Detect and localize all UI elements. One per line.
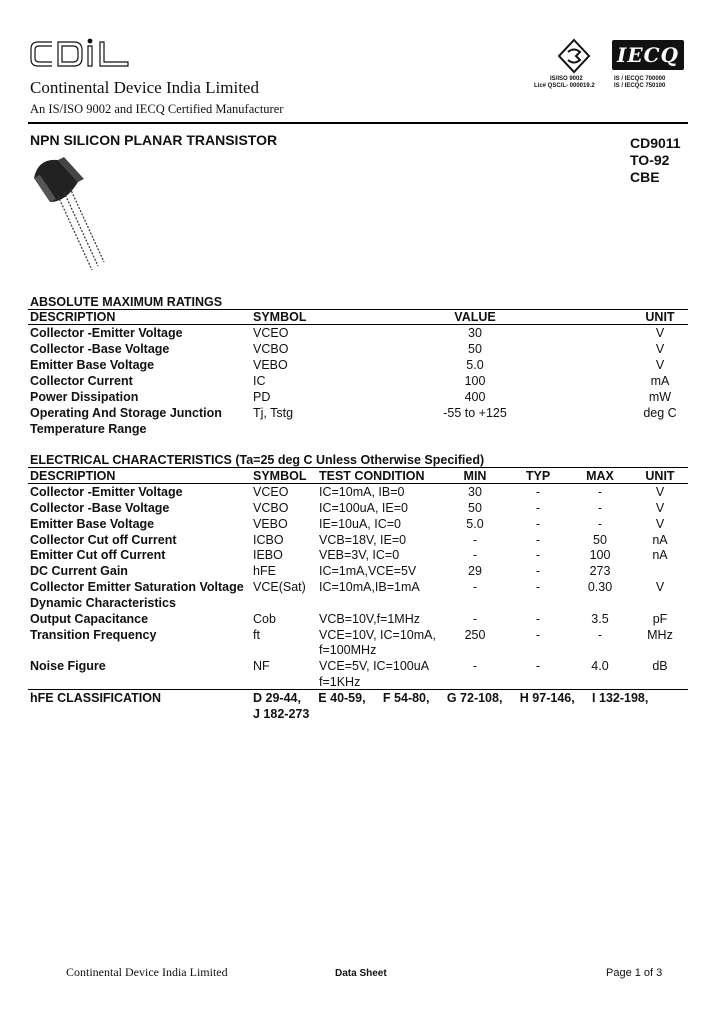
elec-col-typ: TYP — [525, 469, 551, 483]
row-description: Collector -Base Voltage — [30, 342, 170, 356]
row-description: Collector Emitter Saturation Voltage — [30, 580, 244, 594]
row-unit: nA — [652, 533, 668, 547]
row-description: Collector Cut off Current — [30, 533, 177, 547]
row-test-condition: VCB=10V,f=1MHz — [319, 612, 420, 626]
row-description: Emitter Base Voltage — [30, 358, 155, 372]
row-unit: V — [655, 485, 665, 499]
row-description: Power Dissipation — [30, 390, 139, 404]
part-number: CD9011 — [630, 135, 681, 151]
row-typ: - — [535, 659, 541, 673]
row-symbol: IEBO — [253, 548, 283, 562]
row-description: Collector -Base Voltage — [30, 501, 170, 515]
elec-col-min: MIN — [463, 469, 487, 483]
row-max: - — [597, 628, 603, 642]
row-typ: - — [535, 548, 541, 562]
row-min: - — [472, 612, 478, 626]
row-max: - — [597, 501, 603, 515]
row-value: 400 — [464, 390, 486, 404]
row-description: DC Current Gain — [30, 564, 128, 578]
row-test-condition: VCB=18V, IE=0 — [319, 533, 407, 547]
row-max: - — [597, 485, 603, 499]
row-min: - — [472, 659, 478, 673]
row-symbol: VCEO — [253, 485, 289, 499]
row-max: 100 — [589, 548, 611, 562]
row-unit: dB — [652, 659, 668, 673]
row-description-continued: Temperature Range — [30, 422, 147, 436]
iso-certification-icon — [556, 38, 592, 74]
row-description: Collector -Emitter Voltage — [30, 326, 183, 340]
row-symbol: ft — [253, 628, 260, 642]
row-max: - — [597, 517, 603, 531]
row-unit: V — [655, 358, 665, 372]
row-test-condition: IC=10mA,IB=1mA — [319, 580, 420, 594]
row-value: 5.0 — [466, 358, 484, 372]
row-test-condition-continued: f=1KHz — [319, 675, 361, 689]
row-max: 273 — [589, 564, 611, 578]
row-min: 5.0 — [466, 517, 484, 531]
row-value: -55 to +125 — [443, 406, 507, 420]
row-symbol: VCE(Sat) — [253, 580, 306, 594]
dynamic-characteristics-heading: Dynamic Characteristics — [30, 596, 176, 610]
to92-package-illustration — [26, 152, 126, 282]
row-symbol: VCEO — [253, 326, 289, 340]
row-typ: - — [535, 485, 541, 499]
elec-col-max: MAX — [586, 469, 614, 483]
footer-company: Continental Device India Limited — [66, 965, 228, 979]
row-unit: V — [655, 517, 665, 531]
row-typ: - — [535, 580, 541, 594]
row-symbol: PD — [253, 390, 271, 404]
row-symbol: ICBO — [253, 533, 284, 547]
row-unit: pF — [652, 612, 668, 626]
row-max: 3.5 — [591, 612, 609, 626]
row-min: - — [472, 533, 478, 547]
row-unit: V — [655, 326, 665, 340]
row-typ: - — [535, 533, 541, 547]
row-max: 0.30 — [587, 580, 613, 594]
row-test-condition: VCE=5V, IC=100uA — [319, 659, 430, 673]
row-symbol: IC — [253, 374, 266, 388]
iecq-logo: IECQ — [612, 40, 684, 70]
row-symbol: hFE — [253, 564, 276, 578]
row-test-condition: IC=100uA, IE=0 — [319, 501, 408, 515]
company-name: Continental Device India Limited — [30, 78, 259, 97]
package-type: TO-92 — [630, 152, 670, 168]
row-unit: nA — [652, 548, 668, 562]
elec-col-unit: UNIT — [645, 469, 675, 483]
row-test-condition: IC=10mA, IB=0 — [319, 485, 405, 499]
elec-title: ELECTRICAL CHARACTERISTICS (Ta=25 deg C Unless Otherwise Specified) — [30, 453, 485, 467]
row-typ: - — [535, 564, 541, 578]
iecq-cert-line-1: IS / IECQC 700000 — [614, 76, 666, 82]
row-description: Emitter Base Voltage — [30, 517, 155, 531]
row-max: 4.0 — [591, 659, 609, 673]
row-min: 29 — [468, 564, 482, 578]
row-min: - — [472, 580, 478, 594]
cdil-logo — [28, 36, 136, 72]
row-typ: - — [535, 628, 541, 642]
row-symbol: VEBO — [253, 358, 288, 372]
hfe-title: hFE CLASSIFICATION — [30, 691, 162, 705]
row-typ: - — [535, 517, 541, 531]
iecq-cert-line-2: IS / IECQC 750100 — [614, 83, 666, 89]
row-description: Collector -Emitter Voltage — [30, 485, 183, 499]
abs-max-top-rule — [28, 309, 688, 310]
row-unit: V — [655, 342, 665, 356]
row-min: 50 — [468, 501, 482, 515]
row-value: 50 — [468, 342, 482, 356]
header-divider — [28, 122, 688, 124]
row-min: - — [472, 548, 478, 562]
row-value: 30 — [468, 326, 482, 340]
pinout: CBE — [630, 169, 660, 185]
row-symbol: VEBO — [253, 517, 288, 531]
row-test-condition: IC=1mA,VCE=5V — [319, 564, 417, 578]
hfe-ranges-line-1: D 29-44, E 40-59, F 54-80, G 72-108, H 97-146, I 132-198, — [253, 691, 649, 705]
row-unit: V — [655, 501, 665, 515]
row-unit: mW — [648, 390, 672, 404]
row-symbol: Cob — [253, 612, 276, 626]
row-unit: V — [655, 580, 665, 594]
row-unit: mA — [650, 374, 670, 388]
row-description: Collector Current — [30, 374, 133, 388]
row-min: 30 — [468, 485, 482, 499]
row-test-condition-continued: f=100MHz — [319, 643, 377, 657]
product-title: NPN SILICON PLANAR TRANSISTOR — [30, 132, 278, 148]
elec-col-test-condition: TEST CONDITION — [319, 469, 425, 483]
abs-col-symbol: SYMBOL — [253, 310, 307, 324]
row-value: 100 — [464, 374, 486, 388]
row-symbol: VCBO — [253, 501, 289, 515]
iso-cert-line: IS/ISO 9002 — [550, 76, 583, 82]
footer-doc-type: Data Sheet — [335, 968, 387, 979]
row-unit: MHz — [647, 628, 673, 642]
row-description: Output Capacitance — [30, 612, 149, 626]
row-typ: - — [535, 501, 541, 515]
abs-col-description: DESCRIPTION — [30, 310, 116, 324]
abs-max-title: ABSOLUTE MAXIMUM RATINGS — [30, 295, 223, 309]
company-tagline: An IS/ISO 9002 and IECQ Certified Manufacturer — [30, 102, 284, 116]
elec-col-description: DESCRIPTION — [30, 469, 116, 483]
iso-license-line: Lic# QSC/L- 000019.2 — [534, 83, 595, 89]
row-description: Operating And Storage Junction — [30, 406, 222, 420]
row-typ: - — [535, 612, 541, 626]
row-description: Noise Figure — [30, 659, 106, 673]
row-test-condition: IE=10uA, IC=0 — [319, 517, 402, 531]
row-unit: deg C — [643, 406, 677, 420]
footer-page-number: Page 1 of 3 — [606, 967, 663, 979]
row-min: 250 — [464, 628, 486, 642]
row-description: Emitter Cut off Current — [30, 548, 166, 562]
abs-col-value: VALUE — [454, 310, 496, 324]
row-symbol: NF — [253, 659, 270, 673]
abs-col-unit: UNIT — [645, 310, 675, 324]
row-symbol: Tj, Tstg — [253, 406, 294, 420]
row-test-condition: VCE=10V, IC=10mA, — [319, 628, 436, 642]
row-max: 50 — [593, 533, 607, 547]
hfe-ranges-line-2: J 182-273 — [253, 707, 310, 721]
row-description: Transition Frequency — [30, 628, 157, 642]
row-symbol: VCBO — [253, 342, 289, 356]
elec-col-symbol: SYMBOL — [253, 469, 307, 483]
row-test-condition: VEB=3V, IC=0 — [319, 548, 400, 562]
